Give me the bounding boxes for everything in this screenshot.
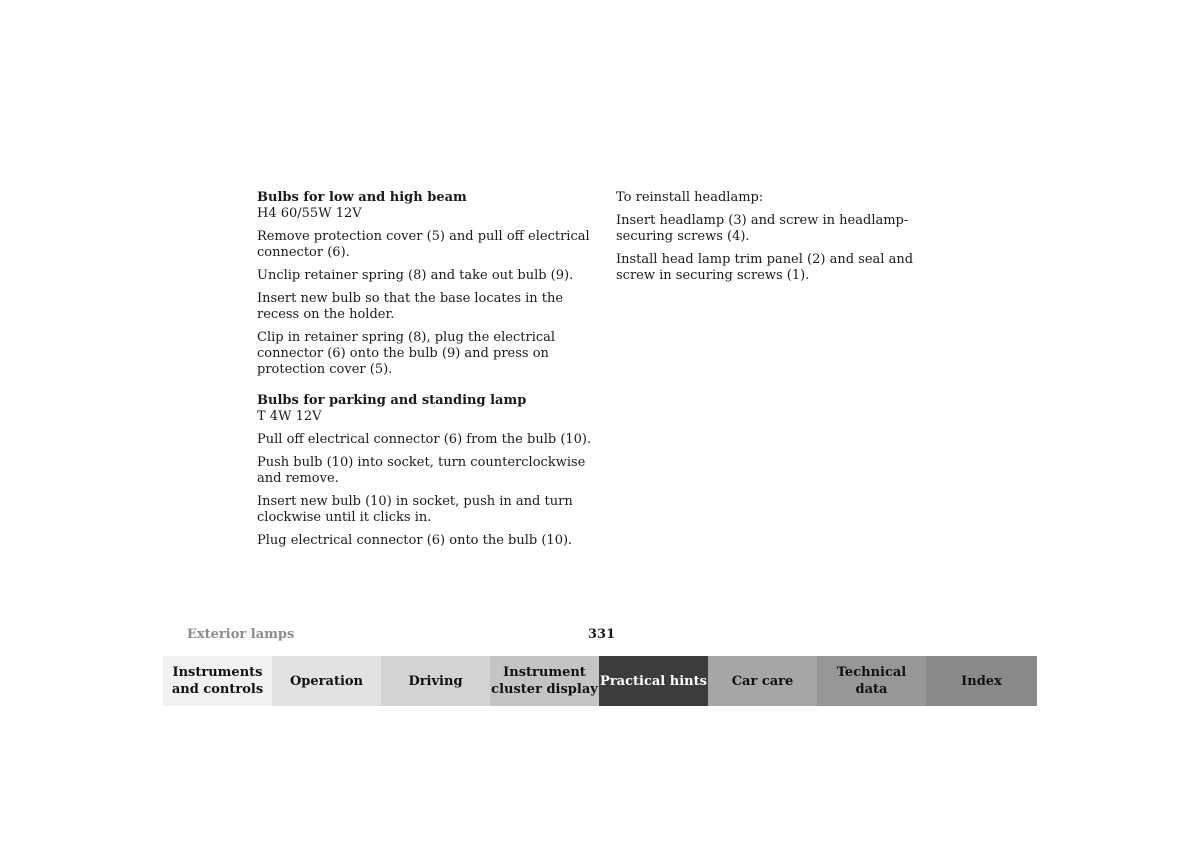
instruction-paragraph: Plug electrical connector (6) onto the bulb (10). [257,533,573,548]
instruction-paragraph: Push bulb (10) into socket, turn counterclockwise and remove. [257,455,586,486]
chapter-tab-bar [163,656,1037,706]
right-column [616,190,952,291]
section-label: Exterior lamps [187,627,295,642]
tab-instrument-cluster-display[interactable]: Instrument cluster display [490,656,599,706]
left-column [257,190,593,564]
tab-driving[interactable]: Driving [381,656,490,706]
page-number: 331 [588,627,616,642]
tab-car-care[interactable]: Car care [708,656,817,706]
section-low-high-beam [257,190,593,378]
instruction-paragraph: Unclip retainer spring (8) and take out bulb (9). [257,268,574,283]
instruction-paragraph: Install head lamp trim panel (2) and seal and screw in securing screws (1). [616,252,914,283]
tab-index[interactable]: Index [926,656,1037,706]
instruction-paragraph: Pull off electrical connector (6) from the bulb (10). [257,432,592,447]
instruction-paragraph: Remove protection cover (5) and pull off electrical connector (6). [257,229,590,260]
bulb-spec: T 4W 12V [257,409,322,424]
instruction-paragraph: Clip in retainer spring (8), plug the electrical connector (6) onto the bulb (9) and press on protection cover (5). [257,330,556,377]
instruction-paragraph: Insert new bulb so that the base locates in the recess on the holder. [257,291,564,322]
section-heading: Bulbs for low and high beam [257,190,467,205]
instruction-paragraph: Insert new bulb (10) in socket, push in and turn clockwise until it clicks in. [257,494,573,525]
bulb-spec: H4 60/55W 12V [257,206,362,221]
tab-practical-hints[interactable]: Practical hints [599,656,708,706]
tab-operation[interactable]: Operation [272,656,381,706]
section-parking-standing-lamp [257,393,593,549]
reinstall-intro: To reinstall headlamp: [616,190,764,205]
tab-instruments-and-controls[interactable]: Instruments and controls [163,656,272,706]
section-heading: Bulbs for parking and standing lamp [257,393,527,408]
instruction-paragraph: Insert headlamp (3) and screw in headlamp-securing screws (4). [616,213,909,244]
tab-technical-data[interactable]: Technical data [817,656,926,706]
